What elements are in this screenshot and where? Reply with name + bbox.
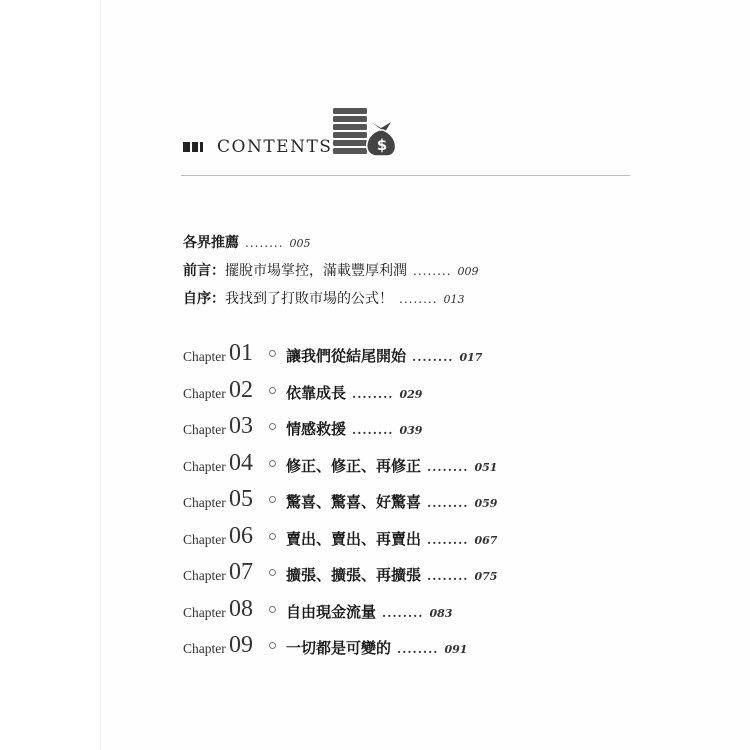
page-number: 075	[474, 570, 498, 583]
page-number: 083	[429, 606, 453, 620]
leader-dots: ........	[245, 236, 284, 250]
chapter-title-group	[286, 601, 452, 622]
chapter-word: Chapter	[183, 385, 226, 401]
chapter-word: Chapter	[183, 604, 226, 620]
svg-text:$: $	[376, 136, 388, 154]
front-matter-subtitle: 擺脫市場掌控，滿載豐厚利潤	[225, 263, 407, 279]
leader-dots: ........	[399, 292, 438, 306]
chapter-number: 08	[229, 595, 253, 622]
chapter-number: 02	[229, 376, 253, 403]
leader-dots: ........	[397, 642, 439, 656]
chapter-item	[183, 559, 603, 587]
chapter-title: 依靠成長	[286, 383, 347, 402]
leader-dots: ........	[412, 350, 454, 364]
front-matter-item	[183, 288, 465, 308]
chapter-number: 04	[229, 449, 253, 476]
page-number: 091	[444, 643, 468, 656]
page-number: 017	[459, 351, 483, 364]
page-number: 009	[457, 265, 479, 278]
chapter-title-group	[286, 637, 467, 658]
bullet-circle-icon	[269, 606, 276, 613]
chapter-word: Chapter	[183, 349, 226, 364]
bullet-circle-icon	[269, 423, 276, 430]
leader-dots: ........	[382, 605, 424, 620]
contents-header	[183, 108, 443, 164]
bullet-circle-icon	[269, 569, 276, 576]
chapter-title-group	[286, 382, 422, 403]
chapter-item	[183, 450, 603, 478]
chapter-number: 01	[229, 340, 253, 366]
chapter-word: Chapter	[183, 531, 226, 547]
chapter-word: Chapter	[183, 495, 226, 510]
money-bag-coins-icon	[333, 108, 395, 158]
chapter-number: 05	[229, 486, 253, 512]
chapter-word: Chapter	[183, 458, 226, 474]
chapter-title: 情感救援	[286, 420, 347, 438]
page-number: 059	[474, 497, 498, 510]
front-matter-item	[183, 232, 311, 252]
chapter-item	[183, 523, 603, 551]
chapter-title: 賣出、賣出、再賣出	[286, 529, 422, 548]
chapter-number: 07	[229, 559, 253, 585]
chapter-title: 一切都是可變的	[286, 639, 392, 657]
bullet-circle-icon	[269, 350, 276, 357]
bullet-circle-icon	[269, 642, 276, 649]
leader-dots: ........	[413, 264, 452, 278]
chapter-title-group	[286, 418, 422, 439]
chapter-item	[183, 596, 603, 624]
chapter-number: 03	[229, 413, 253, 439]
page-number: 005	[289, 237, 311, 250]
chapter-title-group	[286, 491, 497, 512]
bullet-circle-icon	[269, 460, 276, 467]
chapter-item	[183, 340, 603, 368]
chapter-item	[183, 632, 603, 660]
chapter-title: 驚喜、驚喜、好驚喜	[286, 493, 422, 511]
chapter-number: 06	[229, 522, 253, 549]
leader-dots: ........	[352, 423, 394, 437]
front-matter-item	[183, 260, 479, 280]
contents-title: CONTENTS	[217, 137, 333, 157]
chapter-title: 自由現金流量	[286, 602, 377, 621]
chapter-item	[183, 413, 603, 441]
chapter-title: 修正、修正、再修正	[286, 456, 422, 475]
chapter-word: Chapter	[183, 422, 226, 437]
leader-dots: ........	[427, 532, 469, 547]
chapter-title-group	[286, 345, 482, 366]
bullet-circle-icon	[269, 496, 276, 503]
header-bars-decoration	[183, 142, 203, 152]
bullet-circle-icon	[269, 533, 276, 540]
chapter-word: Chapter	[183, 641, 226, 656]
leader-dots: ........	[427, 569, 469, 583]
front-matter-title: 各界推薦	[183, 235, 239, 251]
page-number: 067	[474, 533, 498, 547]
chapter-word: Chapter	[183, 568, 226, 583]
front-matter-subtitle: 我找到了打敗市場的公式！	[225, 291, 393, 307]
page-number: 029	[399, 387, 423, 401]
front-matter-title: 前言：	[183, 263, 225, 279]
bullet-circle-icon	[269, 387, 276, 394]
page-number: 051	[474, 460, 498, 474]
chapter-title-group	[286, 564, 497, 585]
chapter-title-group	[286, 455, 497, 476]
page-number: 039	[399, 424, 423, 437]
leader-dots: ........	[352, 386, 394, 401]
chapter-number: 09	[229, 632, 253, 658]
chapter-item	[183, 486, 603, 514]
chapter-title-group	[286, 528, 497, 549]
chapter-title: 擴張、擴張、再擴張	[286, 566, 422, 584]
leader-dots: ........	[427, 459, 469, 474]
leader-dots: ........	[427, 496, 469, 510]
front-matter-title: 自序：	[183, 291, 225, 307]
header-divider	[181, 175, 630, 176]
page-number: 013	[443, 293, 465, 306]
chapter-title: 讓我們從結尾開始	[286, 347, 407, 365]
chapter-item	[183, 377, 603, 405]
